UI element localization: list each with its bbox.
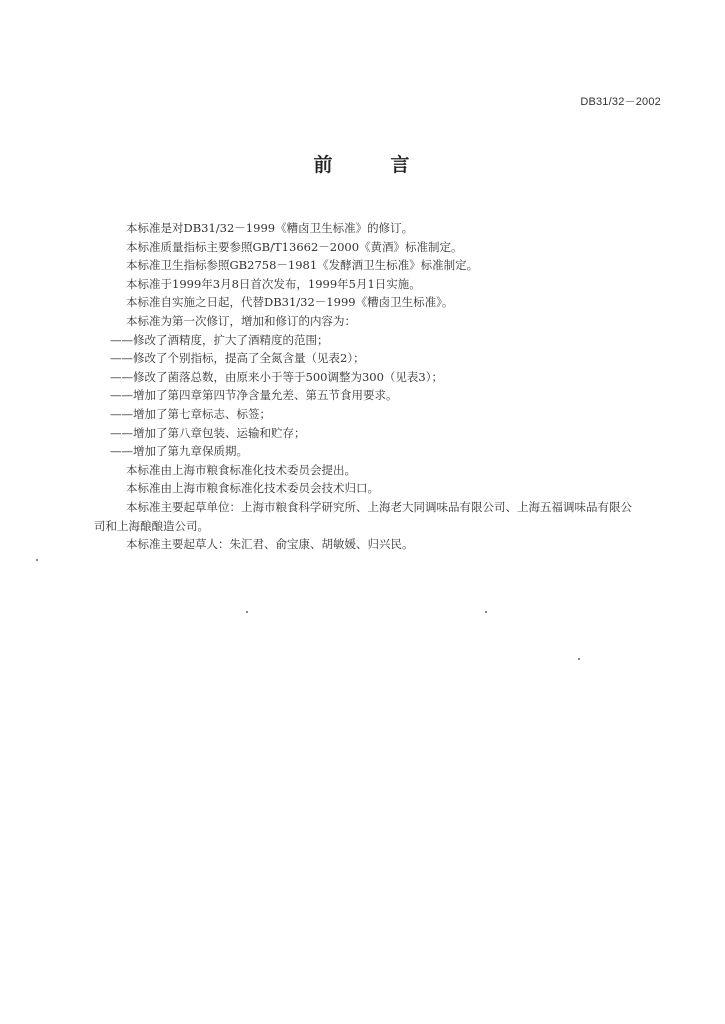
paragraph-revision: 本标准是对DB31/32－1999《糟卤卫生标准》的修订。 — [126, 221, 414, 235]
change-item: ——增加了第四章第四节净含量允差、第五节食用要求。 — [110, 388, 398, 403]
paragraph-proposed-by: 本标准由上海市粮食标准化技术委员会提出。 — [126, 462, 356, 477]
paragraph-replaces: 本标准自实施之日起，代替DB31/32－1999《糟卤卫生标准》。 — [126, 295, 454, 310]
change-item: ——增加了第九章保质期。 — [110, 444, 248, 459]
page-title — [0, 150, 725, 177]
paragraph-centralized-by: 本标准由上海市粮食标准化技术委员会技术归口。 — [126, 481, 379, 496]
paragraph-changes-intro: 本标准为第一次修订，增加和修订的内容为： — [126, 313, 356, 328]
scan-speck — [485, 611, 487, 613]
paragraph-drafters: 本标准主要起草人：朱汇君、俞宝康、胡敏媛、归兴民。 — [126, 537, 414, 552]
standard-code: DB31/32－2002 — [580, 96, 661, 108]
change-item: ——修改了酒精度，扩大了酒精度的范围； — [110, 332, 329, 347]
paragraph-first-issue: 本标准于1999年3月8日首次发布，1999年5月1日实施。 — [126, 276, 421, 291]
change-item: ——修改了个别指标，提高了全氮含量（见表2）； — [110, 351, 365, 366]
paragraph-drafting-units-line2: 司和上海酿酿造公司。 — [94, 518, 209, 533]
scan-speck — [246, 611, 248, 613]
paragraph-hygiene-basis: 本标准卫生指标参照GB2758－1981《发酵酒卫生标准》标准制定。 — [126, 258, 479, 273]
foreword-body — [94, 219, 670, 554]
change-item: ——增加了第八章包装、运输和贮存； — [110, 425, 306, 440]
title-part-2: 言 — [390, 154, 412, 176]
scan-speck — [36, 559, 38, 561]
paragraph-quality-basis: 本标准质量指标主要参照GB/T13662－2000《黄酒》标准制定。 — [126, 239, 463, 254]
change-item: ——修改了菌落总数，由原来小于等于500调整为300（见表3）； — [110, 369, 443, 384]
paragraph-drafting-units-line1: 本标准主要起草单位：上海市粮食科学研究所、上海老大同调味品有限公司、上海五福调味品有限公 — [126, 499, 632, 514]
scan-speck — [578, 658, 580, 660]
title-part-1: 前 — [313, 154, 335, 176]
change-item: ——增加了第七章标志、标签； — [110, 406, 271, 421]
